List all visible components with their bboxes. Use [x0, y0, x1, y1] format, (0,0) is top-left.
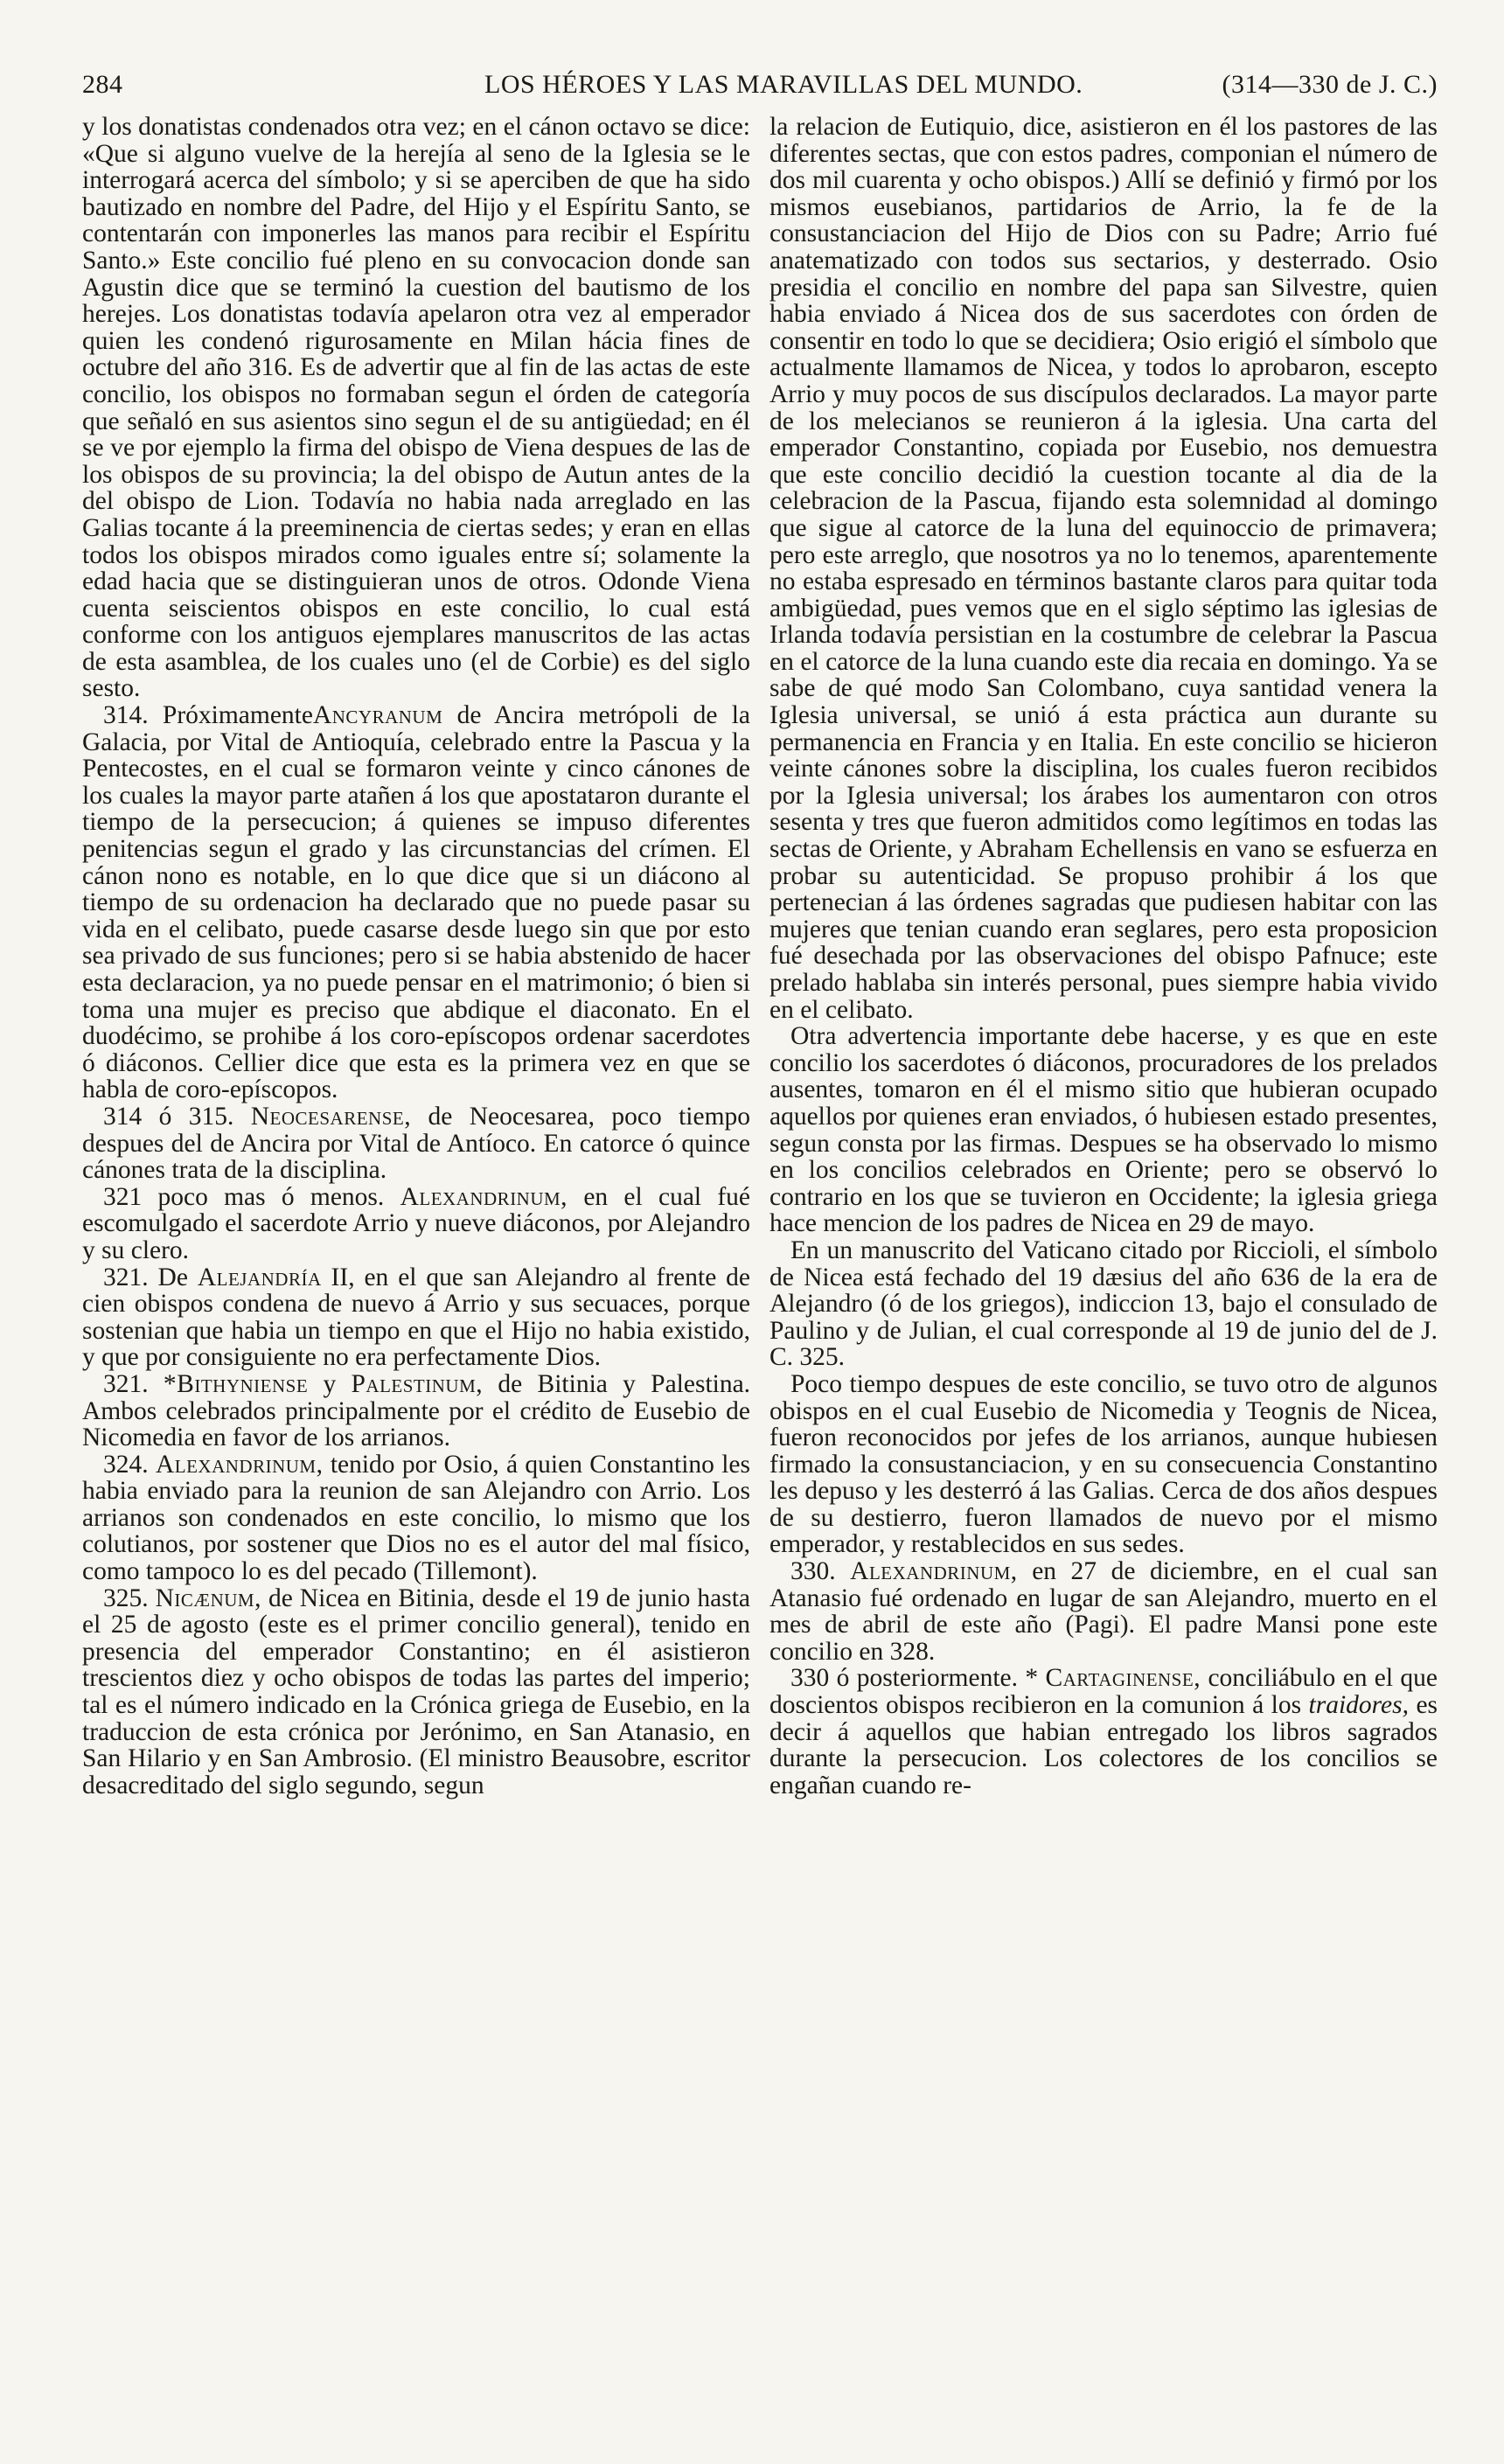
- paragraph-nicea-continued: la relacion de Eutiquio, dice, asistieron en él los pastores de las diferentes sectas, que con estos padres, componian el número de dos mil cuarenta y ocho obispos.) Allí se definió y firmó por los mismos eusebianos, partidarios de Arrio, la fe de la consustanciacion del Hijo de Dios con su Padre; Arrio fué anatematizado con todos sus sectarios, y desterrado. Osio presidia el concilio en nombre del papa san Silvestre, quien habia enviado á Nicea dos de sus sacerdotes con órden de consentir en todo lo que se decidiera; Osio erigió el símbolo que actualmente llamamos de Nicea, y todos lo aprobaron, escepto Arrio y muy pocos de sus discípulos declarados. La mayor parte de los melecianos se reunieron á la iglesia. Una carta del emperador Constantino, copiada por Eusebio, nos demuestra que este concilio decidió la cuestion tocante al dia de la celebracion de la Pascua, fijando esta solemnidad al domingo que sigue al catorce de la luna del equinoccio de primavera; pero este arreglo, que nosotros ya no lo tenemos, aparentemente no estaba espresado en términos bastante claros para quitar toda ambigüedad, pues vemos que en el siglo séptimo las iglesias de Irlanda todavía persistian en la costumbre de celebrar la Pascua en el catorce de la luna cuando este dia recaia en domingo. Ya se sabe de qué modo San Colombano, cuya santidad venera la Iglesia universal, se unió á esta práctica aun durante su permanencia en Francia y en Italia. En este concilio se hicieron veinte cánones sobre la disciplina, los cuales fueron recibidos por la Iglesia universal; los árabes los aumentaron con otros sesenta y tres que fueron admitidos como legítimos en todas las sectas de Oriente, y Abraham Echellensis en vano se esfuerza en probar su autenticidad. Se propuso prohibir á los que pertenecian á las órdenes sagradas que pudiesen habitar con las mujeres que tenian cuando eran seglares, pero esta proposicion fué desechada por las observaciones del obispo Pafnuce; este prelado hablaba sin interés personal, pues siempre habia vivido en el celibato.: [769, 113, 1438, 1024]
- paragraph-neocesarense: [82, 1103, 750, 1184]
- book-title: LOS HÉROES Y LAS MARAVILLAS DEL MUNDO.: [484, 70, 1083, 99]
- entry-year: 321.: [103, 1369, 149, 1398]
- entry-pre: De: [157, 1263, 188, 1291]
- paragraph-alexandrinum-330: [769, 1558, 1438, 1665]
- council-name: *Bithyniense: [163, 1369, 309, 1398]
- entry-year: 330 ó posteriormente. *: [790, 1664, 1039, 1693]
- paragraph-alexandrinum-324: [82, 1451, 750, 1585]
- entry-year: 325.: [103, 1584, 149, 1612]
- entry-text: en 27 de diciembre, en el cual san Atanasio fué ordenado en lugar de san Alejandro, muerto en el mes de abril de este año (Pagi). El padre Mansi pone este concilio en 328.: [769, 1557, 1438, 1666]
- paragraph-nicaenum: [82, 1585, 750, 1799]
- running-header: [82, 70, 1438, 105]
- entry-text: II, en el que san Alejandro al frente de cien obispos condena de nuevo á Arrio y sus secuaces, porque sostenian que habia un tiempo en que el Hijo no habia existido, y que por consiguiente no era perfectamente Dios.: [82, 1263, 751, 1372]
- entry-text: de Bitinia y Palestina. Ambos celebrados principalmente por el crédito de Eusebio de Nicomedia en favor de los arrianos.: [82, 1369, 751, 1452]
- left-column: [82, 114, 750, 1799]
- paragraph-donatistas: y los donatistas condenados otra vez; en el cánon octavo se dice: «Que si alguno vuelve de la herejía al seno de la Iglesia se le interrogará acerca del símbolo; y si se aperciben de que ha sido bautizado en nombre del Padre, del Hijo y el Espíritu Santo, se contentarán con imponerles las manos para recibir el Espíritu Santo.» Este concilio fué pleno en su convocacion donde san Agustin dice que se terminó la cuestion del bautismo de los herejes. Los donatistas todavía apelaron otra vez al emperador quien les condenó rigurosamente en Milan hácia fines de octubre del año 316. Es de advertir que al fin de las actas de este concilio, los obispos no formaban segun el órden de categoría que señaló en sus asientos sino segun el de su antigüedad; en él se ve por ejemplo la firma del obispo de Viena despues de las de los obispos de su provincia; la del obispo de Autun antes de la del obispo de Lion. Todavía no habia nada arreglado en las Galias tocante á la preeminencia de ciertas sedes; y eran en ellas todos los obispos mirados como iguales entre sí; solamente la edad hacia que se distinguieran unos de otros. Odonde Viena cuenta seiscientos obispos en este concilio, lo cual está conforme con los antiguos ejemplares manuscritos de las actas de esta asamblea, de los cuales uno (el de Corbie) es del siglo sesto.: [82, 113, 750, 703]
- italic-term: traidores,: [1308, 1691, 1409, 1720]
- paragraph-bithyniense: [82, 1371, 750, 1451]
- paragraph-alexandrinum-321: [82, 1184, 750, 1264]
- council-name: Alexandrinum,: [850, 1557, 1018, 1586]
- council-name: Alejandría: [197, 1263, 322, 1291]
- council-name: Alexandrinum,: [155, 1450, 324, 1479]
- book-page: [82, 70, 1438, 2422]
- council-name: Palestinum,: [351, 1369, 484, 1398]
- entry-conj: y: [323, 1369, 337, 1398]
- page-number: 284: [82, 70, 123, 99]
- paragraph-cartaginense: [769, 1665, 1438, 1799]
- entry-text: tenido por Osio, á quien Constantino les habia enviado para la reunion de san Alejandro con Arrio. Los arrianos son condenados en este concilio, lo mismo que los colutianos, por sostener que Dios no es el autor del mal físico, como tampoco lo es del pecado (Tillemont).: [82, 1450, 751, 1586]
- paragraph-ancyranum: [82, 702, 750, 1103]
- entry-year: 314 ó 315.: [103, 1102, 234, 1131]
- council-name: Alexandrinum,: [400, 1182, 568, 1211]
- council-name: Cartaginense,: [1045, 1664, 1201, 1693]
- entry-text: de Neocesarea, poco tiempo despues del de Ancira por Vital de Antíoco. En catorce ó quince cánones trata de la disciplina.: [82, 1102, 751, 1185]
- entry-lead: Próximamente: [162, 701, 313, 730]
- council-name: Neocesarense,: [250, 1102, 412, 1131]
- entry-year: 314.: [103, 701, 149, 730]
- paragraph-manuscrito: En un manuscrito del Vaticano citado por Riccioli, el símbolo de Nicea está fechado del 19 dæsius del año 636 de la era de Alejandro (ó de los griegos), indiccion 13, bajo el consulado de Paulino y de Julian, el cual corresponde al 19 de junio del de J. C. 325.: [769, 1235, 1438, 1372]
- entry-year: 324.: [103, 1450, 149, 1479]
- date-range: (314—330 de J. C.): [1222, 70, 1438, 99]
- right-column: [769, 114, 1438, 1799]
- entry-text: conciliábulo en el que doscientos obispos recibieron en la comunion á los: [769, 1664, 1438, 1720]
- entry-text: en el cual fué escomulgado el sacerdote Arrio y nueve diáconos, por Alejandro y su clero.: [82, 1182, 751, 1264]
- council-name: Ancyranum: [312, 701, 443, 730]
- entry-pre: poco mas ó menos.: [157, 1182, 385, 1211]
- entry-year: 330.: [790, 1557, 836, 1586]
- entry-text: es decir á aquellos que habian entregado los libros sagrados durante la persecucion. Los colectores de los concilios se engañan cuando re-: [769, 1691, 1438, 1799]
- paragraph-advertencia: Otra advertencia importante debe hacerse, y es que en este concilio los sacerdotes ó diáconos, procuradores de los prelados ausentes, tomaron en él el mismo sitio que hubieran ocupado aquellos por quienes eran enviados, ó hubiesen estado presentes, segun consta por las firmas. Despues se ha observado lo mismo en los concilios celebrados en Oriente; pero se observó lo contrario en los que se tuvieron en Occidente; la iglesia griega hace mencion de los padres de Nicea en 29 de mayo.: [769, 1022, 1438, 1238]
- entry-text: de Ancira metrópoli de la Galacia, por Vital de Antioquía, celebrado entre la Pascua y la Pentecostes, en el cual se formaron veinte y cinco cánones de los cuales la mayor parte atañen á los que apostataron durante el tiempo de la persecucion; á quienes se impuso diferentes penitencias segun el grado y las circunstancias del crímen. El cánon nono es notable, en lo que dice que si un diácono al tiempo de su ordenacion ha declarado que no puede pasar su vida en el celibato, puede casarse desde luego sin que por esto sea privado de sus funciones; pero si se habia abstenido de hacer esta declaracion, ya no puede pensar en el matrimonio; ó bien si toma una mujer es preciso que abdique el diaconato. En el duodécimo, se prohibe á los coro-epíscopos ordenar sacerdotes ó diáconos. Cellier dice que esta es la primera vez en que se habla de coro-epíscopos.: [82, 701, 750, 1104]
- entry-text: de Nicea en Bitinia, desde el 19 de junio hasta el 25 de agosto (este es el primer concilio general), tenido en presencia del emperador Constantino; en él asistieron trescientos diez y ocho obispos de todas las partes del imperio; tal es el número indicado en la Crónica griega de Eusebio, en la traduccion de esta crónica por Jerónimo, en San Atanasio, en San Hilario y en San Ambrosio. (El ministro Beausobre, escritor desacreditado del siglo segundo, segun: [82, 1584, 751, 1799]
- paragraph-poco-tiempo: Poco tiempo despues de este concilio, se tuvo otro de algunos obispos en el cual Eusebio de Nicomedia y Teognis de Nicea, fueron reconocidos por jefes de los arrianos, aunque hubiesen firmado la consustanciacion, y en su consecuencia Constantino les depuso y les desterró á las Galias. Cerca de dos años despues de su destierro, fueron llamados de nuevo por el mismo emperador, y restablecidos en sus sedes.: [769, 1369, 1438, 1559]
- entry-year: 321: [103, 1182, 143, 1211]
- paragraph-alejandria-ii: [82, 1264, 750, 1371]
- entry-year: 321.: [103, 1263, 149, 1291]
- council-name: Nicænum,: [155, 1584, 261, 1612]
